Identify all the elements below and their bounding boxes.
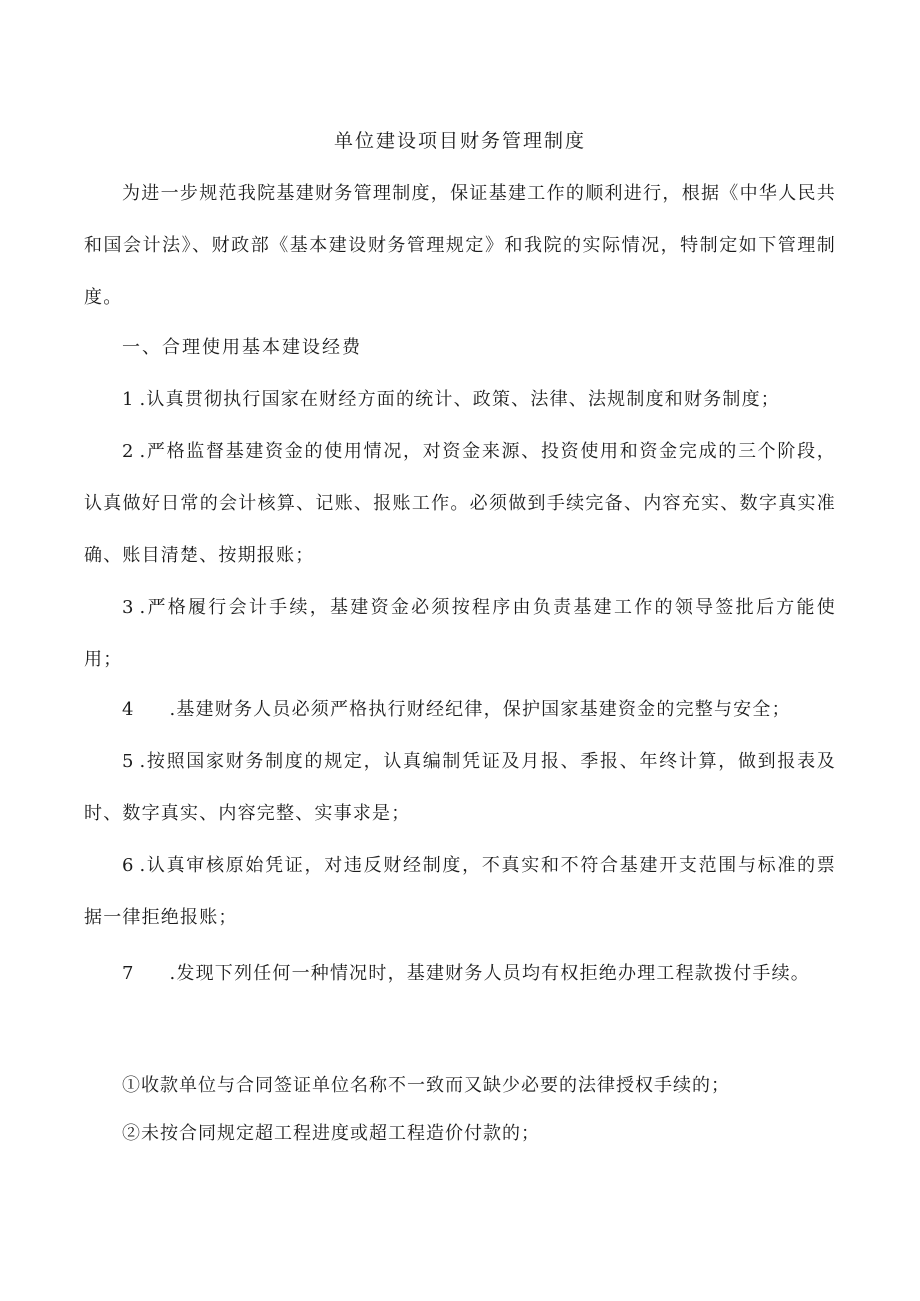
item-number: 6 [122,855,134,876]
section-heading: 一、合理使用基本建设经费 [122,337,362,358]
list-item [84,374,836,426]
list-item [84,840,836,944]
item-text: .认真审核原始凭证，对违反财经制度，不真实和不符合基建开支范围与标准的票据一律拒绝报账； [84,855,836,928]
item-number: 5 [122,751,134,772]
item-number: 4 [122,699,134,720]
list-item [84,426,836,582]
list-item [84,736,836,840]
item-text: .认真贯彻执行国家在财经方面的统计、政策、法律、法规制度和财务制度； [139,389,780,410]
document-title: 单位建设项目财务管理制度 [333,130,586,152]
intro-paragraph: 为进一步规范我院基建财务管理制度，保证基建工作的顺利进行，根据《中华人民共和国会计法》、财政部《基本建设财务管理规定》和我院的实际情况，特制定如下管理制度。 [84,183,836,308]
item-number: 2 [122,441,134,462]
list-item [84,944,836,1004]
item-text: .严格履行会计手续，基建资金必须按程序由负责基建工作的领导签批后方能使用； [84,597,836,670]
sub-item: ②未按合同规定超工程进度或超工程造价付款的； [122,1123,540,1144]
list-item [84,582,836,686]
item-number: 3 [122,597,134,618]
list-item [84,684,836,736]
item-text: .按照国家财务制度的规定，认真编制凭证及月报、季报、年终计算，做到报表及时、数字真实、内容完整、实事求是； [84,751,836,824]
item-number: 1 [122,389,134,410]
item-text: .基建财务人员必须严格执行财经纪律，保护国家基建资金的完整与安全； [169,699,791,720]
sub-item: ①收款单位与合同签证单位名称不一致而又缺少必要的法律授权手续的； [122,1075,730,1096]
item-text: .发现下列任何一种情况时，基建财务人员均有权拒绝办理工程款拨付手续。 [169,963,810,984]
item-number: 7 [122,963,134,984]
item-text: .严格监督基建资金的使用情况，对资金来源、投资使用和资金完成的三个阶段，认真做好日常的会计核算、记账、报账工作。必须做到手续完备、内容充实、数字真实准确、账目清楚、按期报账； [84,441,836,566]
